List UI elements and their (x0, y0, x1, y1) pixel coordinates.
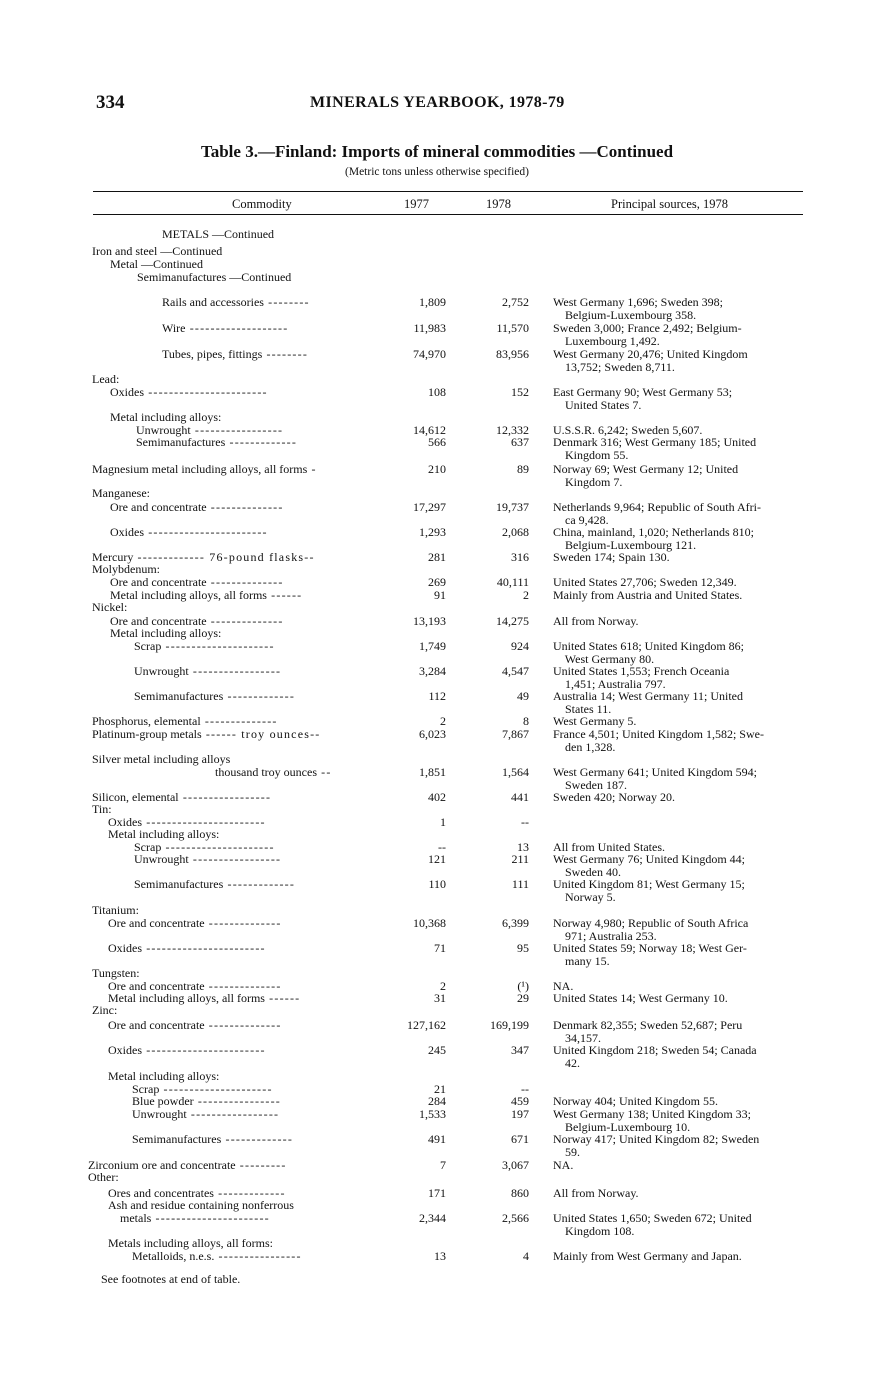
value-1978: 111 (511, 877, 529, 891)
commodity-label: Semimanufactures —Continued (137, 270, 292, 284)
commodity-label: Metal including alloys: (108, 827, 220, 841)
commodity-label: Tubes, pipes, fittings -------- (162, 347, 309, 361)
table-row (0, 640, 874, 653)
leader-dots: ------ troy ounces-- (201, 727, 321, 741)
principal-sources: ca 9,428. (553, 513, 609, 527)
commodity-label: Unwrought ----------------- (134, 664, 282, 678)
principal-sources: NA. (553, 1158, 574, 1172)
table-row (0, 1212, 874, 1225)
table-row (0, 322, 874, 335)
table-row (0, 576, 874, 589)
principal-sources: Belgium-Luxembourg 121. (553, 538, 697, 552)
principal-sources: Norway 404; United Kingdom 55. (553, 1094, 718, 1108)
commodity-label: Ore and concentrate -------------- (108, 916, 282, 930)
commodity-label: Unwrought ----------------- (136, 423, 284, 437)
value-1977: 91 (434, 588, 446, 602)
principal-sources: United States 59; Norway 18; West Ger- (553, 941, 747, 955)
table-row (0, 1004, 874, 1017)
table-row (0, 1237, 874, 1250)
commodity-label: Scrap --------------------- (134, 639, 275, 653)
leader-dots: ---------------- (193, 1094, 281, 1108)
table-row (0, 967, 874, 980)
principal-sources: All from United States. (553, 840, 665, 854)
commodity-label: Ore and concentrate -------------- (108, 979, 282, 993)
table-row (0, 1019, 874, 1032)
value-1977: 1 (440, 815, 446, 829)
principal-sources: West Germany 138; United Kingdom 33; (553, 1107, 752, 1121)
commodity-label: Metal including alloys, all forms ------ (110, 588, 303, 602)
table-row (0, 526, 874, 539)
value-1978: 211 (511, 852, 529, 866)
principal-sources: Australia 14; West Germany 11; United (553, 689, 743, 703)
table-row (0, 589, 874, 602)
value-1977: 11,983 (413, 321, 446, 335)
leader-dots: ----------------- (178, 790, 272, 804)
table-row (0, 1070, 874, 1083)
leader-dots: ------------- (223, 689, 296, 703)
column-header-1977: 1977 (404, 197, 429, 211)
principal-sources: Denmark 316; West Germany 185; United (553, 435, 757, 449)
leader-dots: ----------------- (188, 664, 282, 678)
table-title: Table 3.—Finland: Imports of mineral commodities —Continued (200, 142, 674, 161)
leader-dots: ----------------------- (144, 385, 268, 399)
value-1977: 17,297 (413, 500, 446, 514)
table-row (0, 803, 874, 816)
commodity-label: Ores and concentrates ------------- (108, 1186, 286, 1200)
commodity-label: Zirconium ore and concentrate --------- (88, 1158, 287, 1172)
commodity-label: Semimanufactures ------------- (132, 1132, 294, 1146)
value-1978: 13 (517, 840, 529, 854)
principal-sources: United States 27,706; Sweden 12,349. (553, 575, 737, 589)
commodity-label: Metal including alloys, all forms ------ (108, 991, 301, 1005)
table-row (0, 1171, 874, 1184)
leader-dots: -- (316, 765, 332, 779)
table-row (0, 690, 874, 703)
commodity-label: Semimanufactures ------------- (134, 877, 296, 891)
table-row (0, 1057, 874, 1070)
leader-dots: ----------------------- (142, 1043, 266, 1057)
footnote: See footnotes at end of table. (101, 1272, 241, 1286)
principal-sources: West Germany 80. (553, 652, 655, 666)
value-1978: -- (521, 1082, 529, 1096)
table-row (0, 1250, 874, 1263)
value-1977: 210 (428, 462, 446, 476)
value-1978: 49 (517, 689, 529, 703)
principal-sources: 59. (553, 1145, 580, 1159)
table-row (0, 601, 874, 614)
commodity-label: Other: (88, 1170, 119, 1184)
commodity-label: Unwrought ----------------- (134, 852, 282, 866)
principal-sources: 13,752; Sweden 8,711. (553, 360, 675, 374)
table-row (0, 1133, 874, 1146)
value-1977: 10,368 (413, 916, 446, 930)
table-row (0, 501, 874, 514)
table-row (0, 665, 874, 678)
value-1977: 127,162 (407, 1018, 446, 1032)
value-1977: 13 (434, 1249, 446, 1263)
commodity-label: Semimanufactures ------------- (134, 689, 296, 703)
table-row (0, 296, 874, 309)
value-1978: 4,547 (502, 664, 529, 678)
value-1978: 2,752 (502, 295, 529, 309)
principal-sources: 42. (553, 1056, 580, 1070)
value-1977: 402 (428, 790, 446, 804)
principal-sources: West Germany 641; United Kingdom 594; (553, 765, 758, 779)
table-row (0, 828, 874, 841)
value-1978: 89 (517, 462, 529, 476)
table-row (0, 942, 874, 955)
table-row (0, 627, 874, 640)
commodity-label: Metal including alloys: (110, 626, 222, 640)
value-1977: 491 (428, 1132, 446, 1146)
commodity-label: Tin: (92, 802, 112, 816)
principal-sources: Denmark 82,355; Sweden 52,687; Peru (553, 1018, 743, 1032)
table-row (0, 728, 874, 741)
value-1978: 3,067 (502, 1158, 529, 1172)
leader-dots: ------ (266, 588, 303, 602)
value-1978: 671 (511, 1132, 529, 1146)
principal-sources: Mainly from Austria and United States. (553, 588, 743, 602)
principal-sources: United Kingdom 81; West Germany 15; (553, 877, 745, 891)
principal-sources: Belgium-Luxembourg 358. (553, 308, 697, 322)
value-1978: 316 (511, 550, 529, 564)
principal-sources: Belgium-Luxembourg 10. (553, 1120, 691, 1134)
value-1977: 1,749 (419, 639, 446, 653)
principal-sources: States 11. (553, 702, 612, 716)
table-row (0, 373, 874, 386)
value-1977: 1,851 (419, 765, 446, 779)
value-1977: 1,533 (419, 1107, 446, 1121)
value-1978: 6,399 (502, 916, 529, 930)
value-1978: 83,956 (496, 347, 529, 361)
value-1978: 860 (511, 1186, 529, 1200)
value-1977: 566 (428, 435, 446, 449)
principal-sources: den 1,328. (553, 740, 616, 754)
commodity-label: Tungsten: (92, 966, 140, 980)
table-row (0, 753, 874, 766)
value-1978: 2 (523, 588, 529, 602)
leader-dots: ----------------------- (142, 941, 266, 955)
commodity-label: Silicon, elemental ----------------- (92, 790, 272, 804)
leader-dots: ----------------- (190, 423, 284, 437)
table-row (0, 487, 874, 500)
table-row (0, 1146, 874, 1159)
principal-sources: Sweden 420; Norway 20. (553, 790, 675, 804)
table-row (0, 1108, 874, 1121)
commodity-label: Ore and concentrate -------------- (110, 500, 284, 514)
column-header-sources: Principal sources, 1978 (611, 197, 728, 211)
table-row (0, 1095, 874, 1108)
leader-dots: --------------------- (159, 1082, 273, 1096)
commodity-label: Wire ------------------- (162, 321, 289, 335)
leader-dots: ----------------- (186, 1107, 280, 1121)
value-1977: 1,809 (419, 295, 446, 309)
value-1978: 441 (511, 790, 529, 804)
table-row (0, 563, 874, 576)
leader-dots: ---------------------- (151, 1211, 270, 1225)
leader-dots: -------------- (206, 614, 284, 628)
commodity-label: Metals including alloys, all forms: (108, 1236, 273, 1250)
principal-sources: Norway 69; West Germany 12; United (553, 462, 739, 476)
principal-sources: Luxembourg 1,492. (553, 334, 660, 348)
table-row (0, 853, 874, 866)
value-1978: 7,867 (502, 727, 529, 741)
table-row (0, 271, 874, 284)
page-number: 334 (96, 92, 125, 113)
commodity-label: Scrap --------------------- (134, 840, 275, 854)
commodity-label: Titanium: (92, 903, 139, 917)
principal-sources: Norway 417; United Kingdom 82; Sweden (553, 1132, 760, 1146)
principal-sources: China, mainland, 1,020; Netherlands 810; (553, 525, 754, 539)
table-row (0, 228, 874, 241)
table-row (0, 348, 874, 361)
principal-sources: West Germany 1,696; Sweden 398; (553, 295, 724, 309)
principal-sources: Sweden 3,000; France 2,492; Belgium- (553, 321, 742, 335)
table-row (0, 1044, 874, 1057)
principal-sources: U.S.S.R. 6,242; Sweden 5,607. (553, 423, 703, 437)
value-1978: 4 (523, 1249, 529, 1263)
value-1977: 171 (428, 1186, 446, 1200)
value-1978: (¹) (517, 979, 529, 993)
value-1977: 2,344 (419, 1211, 446, 1225)
value-1977: -- (438, 840, 446, 854)
header-rule-top (93, 191, 803, 192)
leader-dots: --------------------- (161, 840, 275, 854)
value-1978: -- (521, 815, 529, 829)
leader-dots: -------------- (204, 979, 282, 993)
principal-sources: Mainly from West Germany and Japan. (553, 1249, 742, 1263)
principal-sources: United Kingdom 218; Sweden 54; Canada (553, 1043, 757, 1057)
leader-dots: ------ (264, 991, 301, 1005)
table-row (0, 411, 874, 424)
value-1977: 245 (428, 1043, 446, 1057)
leader-dots: ----------------------- (142, 815, 266, 829)
table-row (0, 1199, 874, 1212)
commodity-label: Manganese: (92, 486, 150, 500)
column-header-commodity: Commodity (232, 197, 292, 211)
leader-dots: ----------------- (188, 852, 282, 866)
leader-dots: ---------------- (214, 1249, 302, 1263)
commodity-label: Metal including alloys: (110, 410, 222, 424)
value-1977: 71 (434, 941, 446, 955)
principal-sources: West Germany 20,476; United Kingdom (553, 347, 748, 361)
value-1977: 21 (434, 1082, 446, 1096)
principal-sources: 1,451; Australia 797. (553, 677, 666, 691)
principal-sources: many 15. (553, 954, 610, 968)
leader-dots: --------------------- (161, 639, 275, 653)
value-1978: 95 (517, 941, 529, 955)
commodity-label: Platinum-group metals ------ troy ounces-- (92, 727, 321, 741)
table-row (0, 791, 874, 804)
value-1977: 7 (440, 1158, 446, 1172)
value-1978: 14,275 (496, 614, 529, 628)
table-row (0, 715, 874, 728)
value-1977: 121 (428, 852, 446, 866)
commodity-label: Iron and steel —Continued (92, 244, 223, 258)
principal-sources: Kingdom 55. (553, 448, 629, 462)
header-rule-bottom (93, 214, 803, 215)
value-1978: 8 (523, 714, 529, 728)
commodity-label: Metal including alloys: (108, 1069, 220, 1083)
commodity-label: Ore and concentrate -------------- (108, 1018, 282, 1032)
leader-dots: ------------- (223, 877, 296, 891)
commodity-label: Lead: (92, 372, 120, 386)
table-row (0, 766, 874, 779)
leader-dots: - (307, 462, 317, 476)
commodity-label: Unwrought ----------------- (132, 1107, 280, 1121)
value-1977: 269 (428, 575, 446, 589)
value-1978: 924 (511, 639, 529, 653)
commodity-label: Scrap --------------------- (132, 1082, 273, 1096)
value-1978: 19,737 (496, 500, 529, 514)
running-head: MINERALS YEARBOOK, 1978-79 (310, 94, 565, 111)
table-row (0, 878, 874, 891)
leader-dots: ------------------- (185, 321, 289, 335)
value-1978: 12,332 (496, 423, 529, 437)
principal-sources: Sweden 187. (553, 778, 627, 792)
table-row (0, 386, 874, 399)
principal-sources: East Germany 90; West Germany 53; (553, 385, 733, 399)
leader-dots: ------------- (221, 1132, 294, 1146)
principal-sources: Sweden 174; Spain 130. (553, 550, 670, 564)
value-1977: 2 (440, 979, 446, 993)
leader-dots: ------------- 76-pound flasks-- (133, 550, 315, 564)
commodity-label: Nickel: (92, 600, 128, 614)
table-row (0, 436, 874, 449)
table-subtitle: (Metric tons unless otherwise specified) (345, 166, 529, 178)
commodity-label: Molybdenum: (92, 562, 160, 576)
principal-sources: Kingdom 108. (553, 1224, 635, 1238)
leader-dots: ----------------------- (144, 525, 268, 539)
principal-sources: NA. (553, 979, 574, 993)
leader-dots: --------- (235, 1158, 287, 1172)
principal-sources: France 4,501; United Kingdom 1,582; Swe- (553, 727, 764, 741)
commodity-label: Metal —Continued (110, 257, 203, 271)
leader-dots: -------- (262, 347, 309, 361)
value-1977: 110 (428, 877, 446, 891)
principal-sources: West Germany 76; United Kingdom 44; (553, 852, 746, 866)
value-1978: 2,068 (502, 525, 529, 539)
commodity-label: Semimanufactures ------------- (136, 435, 298, 449)
table-row (0, 992, 874, 1005)
principal-sources: United States 1,553; French Oceania (553, 664, 730, 678)
commodity-label: Metalloids, n.e.s. ---------------- (132, 1249, 302, 1263)
principal-sources: Norway 5. (553, 890, 616, 904)
principal-sources: West Germany 5. (553, 714, 637, 728)
principal-sources: United States 618; United Kingdom 86; (553, 639, 744, 653)
commodity-label: Silver metal including alloys (92, 752, 231, 766)
commodity-label: Magnesium metal including alloys, all forms - (92, 462, 317, 476)
table-row (0, 917, 874, 930)
commodity-label: Rails and accessories -------- (162, 295, 310, 309)
value-1977: 6,023 (419, 727, 446, 741)
table-row (0, 245, 874, 258)
table-row (0, 904, 874, 917)
principal-sources: 34,157. (553, 1031, 601, 1045)
value-1977: 1,293 (419, 525, 446, 539)
leader-dots: ------------- (213, 1186, 286, 1200)
value-1977: 281 (428, 550, 446, 564)
commodity-label: Mercury ------------- 76-pound flasks-- (92, 550, 315, 564)
value-1978: 40,111 (496, 575, 529, 589)
leader-dots: -------------- (204, 916, 282, 930)
value-1978: 197 (511, 1107, 529, 1121)
value-1977: 13,193 (413, 614, 446, 628)
leader-dots: -------------- (206, 500, 284, 514)
commodity-label: Oxides ----------------------- (110, 525, 268, 539)
commodity-label: Oxides ----------------------- (108, 1043, 266, 1057)
value-1977: 14,612 (413, 423, 446, 437)
table-row (0, 258, 874, 271)
commodity-label: Blue powder ---------------- (132, 1094, 281, 1108)
table-row (0, 335, 874, 348)
commodity-label: Zinc: (92, 1003, 118, 1017)
table-row (0, 361, 874, 374)
principal-sources: Sweden 40. (553, 865, 621, 879)
table-row (0, 449, 874, 462)
principal-sources: United States 14; West Germany 10. (553, 991, 728, 1005)
commodity-label: thousand troy ounces -- (215, 765, 332, 779)
value-1977: 2 (440, 714, 446, 728)
value-1977: 3,284 (419, 664, 446, 678)
leader-dots: -------------- (206, 575, 284, 589)
table-row (0, 309, 874, 322)
commodity-label: Oxides ----------------------- (108, 941, 266, 955)
leader-dots: -------------- (204, 1018, 282, 1032)
value-1978: 152 (511, 385, 529, 399)
leader-dots: -------------- (200, 714, 278, 728)
principal-sources: 971; Australia 253. (553, 929, 657, 943)
principal-sources: Netherlands 9,964; Republic of South Afri- (553, 500, 761, 514)
leader-dots: ------------- (225, 435, 298, 449)
principal-sources: All from Norway. (553, 614, 639, 628)
commodity-label: Ore and concentrate -------------- (110, 614, 284, 628)
value-1978: 11,570 (496, 321, 529, 335)
value-1978: 347 (511, 1043, 529, 1057)
commodity-label: Oxides ----------------------- (108, 815, 266, 829)
table-row (0, 891, 874, 904)
value-1978: 1,564 (502, 765, 529, 779)
commodity-label: Ash and residue containing nonferrous (108, 1198, 294, 1212)
principal-sources: United States 1,650; Sweden 672; United (553, 1211, 752, 1225)
commodity-label: Phosphorus, elemental -------------- (92, 714, 278, 728)
value-1978: 637 (511, 435, 529, 449)
commodity-label: metals ---------------------- (120, 1211, 270, 1225)
principal-sources: Norway 4,980; Republic of South Africa (553, 916, 749, 930)
value-1977: 108 (428, 385, 446, 399)
value-1978: 29 (517, 991, 529, 1005)
value-1978: 2,566 (502, 1211, 529, 1225)
value-1977: 31 (434, 991, 446, 1005)
principal-sources: United States 7. (553, 398, 642, 412)
value-1977: 74,970 (413, 347, 446, 361)
leader-dots: -------- (263, 295, 310, 309)
commodity-label: METALS —Continued (162, 227, 275, 241)
table-row (0, 463, 874, 476)
table-row (0, 1159, 874, 1172)
commodity-label: Ore and concentrate -------------- (110, 575, 284, 589)
principal-sources: All from Norway. (553, 1186, 639, 1200)
commodity-label: Oxides ----------------------- (110, 385, 268, 399)
value-1977: 112 (428, 689, 446, 703)
value-1978: 459 (511, 1094, 529, 1108)
principal-sources: Kingdom 7. (553, 475, 623, 489)
value-1978: 169,199 (490, 1018, 529, 1032)
value-1977: 284 (428, 1094, 446, 1108)
column-header-1978: 1978 (486, 197, 511, 211)
